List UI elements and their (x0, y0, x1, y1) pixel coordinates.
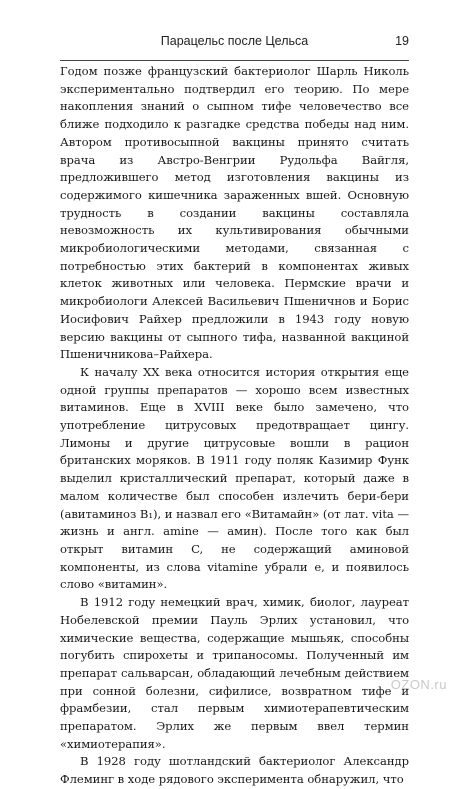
paragraph-4: В 1928 году шотландский бактериолог Александр Флеминг в ходе рядового эксперимента обнаружил, что (60, 754, 409, 787)
running-title: Парацельс после Цельса (160, 34, 309, 48)
header-rule (60, 60, 409, 61)
paragraph-3: В 1912 году немецкий врач, химик, биолог, лауреат Нобелевской премии Пауль Эрлих установил, что химические вещества, содержащие мышьяк, способны погубить спирохеты и трипаносомы. Полученный им препарат сальварсан, обладающий лечебным действием при сонной болезни, сифилисе, возвратном тифе и фрамбезии, стал первым химиотерапевтическим препаратом. Эрлих же первым ввел термин «химиотерапия». (60, 595, 409, 751)
page-number: 19 (395, 34, 409, 48)
paragraph-1: Годом позже французский бактериолог Шарль Николь экспериментально подтвердил его теорию. По мере накопления знаний о сыпном тифе человечество все ближе подходило к разгадке средства победы над ним. Автором противосыпной вакцины принято считать врача из Австро-Венгрии Рудольфа Вайгля, предложившего метод изготовления вакцины из содержимого кишечника зараженных вшей. Основную трудность в создании вакцины составляла невозможность их культивирования обычными микробиологическими методами, связанная с потребностью этих бактерий в компонентах живых клеток животных или человека. Пермские врачи и микробиологи Алексей Васильевич Пшеничнов и Борис Иосифович Райхер предложили в 1943 году новую версию вакцины от сыпного тифа, названной вакциной Пшеничникова–Райхера. (60, 64, 409, 362)
watermark: OZON.ru (390, 677, 447, 692)
page-header (60, 34, 409, 54)
paragraph-2: К началу XX века относится история открытия еще одной группы препаратов — хорошо всем известных витаминов. Еще в XVIII веке было замечено, что употребление цитрусовых предотвращает цингу. Лимоны и другие цитрусовые вошли в рацион британских моряков. В 1911 году поляк Казимир Функ выделил кристаллический препарат, который даже в малом количестве был способен излечить бери-бери (авитаминоз B₁), и назвал его «Витамайн» (от лат. vita — жизнь и англ. amine — амин). После того как был открыт витамин C, не содержащий аминовой компоненты, из слова vitamine убрали e, и появилось слово «витамин». (60, 364, 409, 592)
page-body (60, 63, 409, 789)
